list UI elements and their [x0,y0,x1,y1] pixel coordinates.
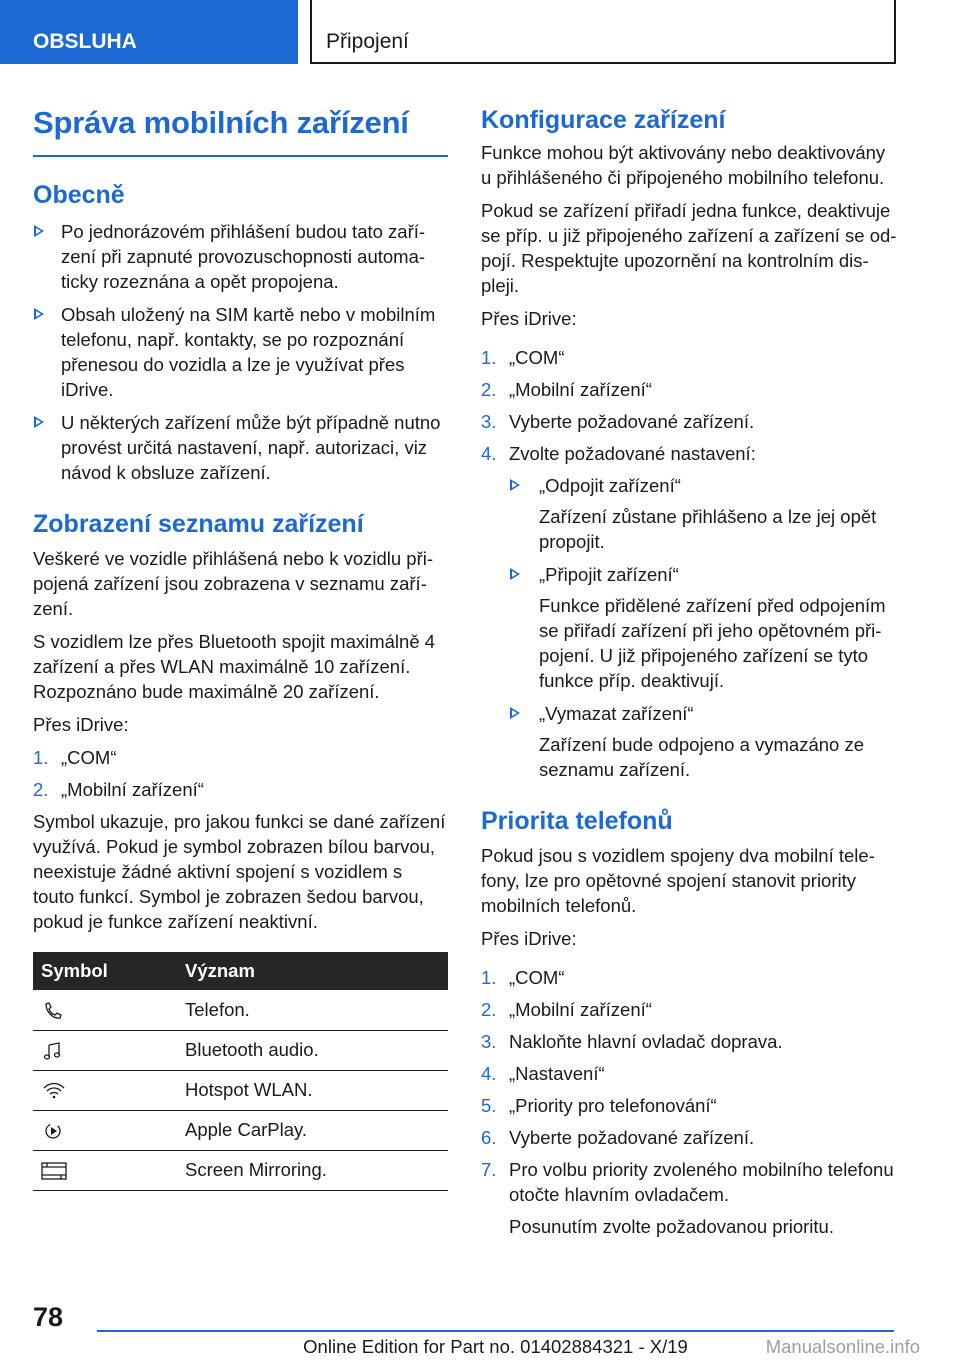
table-row: Bluetooth audio. [33,1030,448,1070]
heading-configuration: Konfigurace zařízení [481,106,726,134]
triangle-bullet-icon [510,568,520,580]
list-item: Po jednorázovém přihlášení budou tato zařízení při zapnuté provozuschopnosti automaticky rozeznána a opět propojena. [33,219,448,294]
triangle-bullet-icon [34,308,44,320]
list-item: 5. „Priority pro telefonování“ [481,1095,717,1116]
general-bullets [33,219,448,485]
list-item: 2. „Mobilní zařízení“ [33,779,204,800]
chapter-tab: OBSLUHA [0,0,298,64]
footer-edition: Online Edition for Part no. 01402884321 - X/19 [303,1336,688,1357]
triangle-bullet-icon [34,225,44,237]
list-item: „Vymazat zařízení“ Zařízení bude odpojeno a vymazáno ze seznamu zařízení. [509,701,897,782]
list-item: 1. „COM“ [481,347,565,368]
paragraph: Pokud jsou s vozidlem spojeny dva mobilní telefony, lze pro opětovné spojení stanovit priority mobilních telefonů. [481,845,875,916]
heading-general: Obecně [33,181,125,209]
list-item: 3. Vyberte požadované zařízení. [481,411,755,432]
list-item: U některých zařízení může být případně nutno provést určitá nastavení, např. autorizaci, viz návod k obsluze zařízení. [33,410,448,485]
triangle-bullet-icon [34,416,44,428]
heading-device-list: Zobrazení seznamu zařízení [33,510,364,538]
footer-divider [97,1330,894,1332]
paragraph: Přes iDrive: [33,714,129,735]
page-title: Správa mobilních zařízení [33,96,448,157]
screen-mirroring-icon [41,1161,67,1181]
list-item: 1. „COM“ [33,747,117,768]
steps-list [481,345,897,782]
options-list [509,473,897,782]
carplay-icon [41,1121,67,1141]
list-item: 1. „COM“ [481,967,565,988]
table-row: Screen Mirroring. [33,1150,448,1190]
wifi-icon [41,1081,67,1101]
list-item: Obsah uložený na SIM kartě nebo v mobilním telefonu, např. kontakty, se po rozpoznání přenesou do vozidla a lze je využívat přes iDrive. [33,302,448,402]
paragraph: Symbol ukazuje, pro jakou funkci se dané zařízení využívá. Pokud je symbol zobrazen bílou barvou, neexistuje žádné aktivní spojení s vozidlem s touto funkcí. Symbol je zobrazen šedou barvou, pokud je funkce zařízení neaktivní. [33,811,446,932]
left-column [33,96,448,1191]
paragraph: Funkce mohou být aktivovány nebo deaktivovány u přihlášeného či připojeného mobilního telefonu. [481,142,886,188]
list-item: 2. „Mobilní zařízení“ [481,379,652,400]
table-row: Apple CarPlay. [33,1110,448,1150]
steps-list [481,965,897,1239]
list-item: 6. Vyberte požadované zařízení. [481,1127,755,1148]
table-header-symbol: Symbol [33,952,177,990]
right-column [481,96,897,1246]
paragraph: Veškeré ve vozidle přihlášená nebo k vozidlu připojená zařízení jsou zobrazena v seznamu zařízení. [33,548,434,619]
phone-icon [41,1001,67,1021]
paragraph: Přes iDrive: [481,308,577,329]
heading-phone-priority: Priorita telefonů [481,807,673,835]
table-row: Telefon. [33,990,448,1030]
list-item: „Připojit zařízení“ Funkce přidělené zařízení před odpojením se přiřadí zařízení při jeho opětovném připojení. U již připojeného zařízení se tyto funkce příp. deaktivují. [509,562,897,693]
symbol-table [33,952,448,1191]
watermark: Manualsonline.info [765,1336,920,1357]
music-note-icon [41,1041,67,1061]
table-row: Hotspot WLAN. [33,1070,448,1110]
list-item: 4. „Nastavení“ [481,1063,605,1084]
list-item: 7. Pro volbu priority zvoleného mobilního telefonu otočte hlavním ovladačem. Posunutím zvolte požadovanou prioritu. [481,1159,894,1237]
triangle-bullet-icon [510,707,520,719]
paragraph: Přes iDrive: [481,928,577,949]
page-number: 78 [33,1302,64,1332]
list-item: 3. Nakloňte hlavní ovladač doprava. [481,1031,783,1052]
paragraph: S vozidlem lze přes Bluetooth spojit maximálně 4 zařízení a přes WLAN maximálně 10 zařízení. Rozpoznáno bude maximálně 20 zařízení. [33,631,436,702]
steps-list [33,745,448,802]
section-title: Připojení [310,0,896,64]
table-header-meaning: Význam [177,952,448,990]
list-item: „Odpojit zařízení“ Zařízení zůstane přihlášeno a lze jej opět propojit. [509,473,897,554]
list-item: 4. Zvolte požadované nastavení: „Odpojit zařízení“ Zařízení zůstane přihlášeno a lze jej opět propojit. „Připojit zařízení“ Funkce přidělené zařízení před odpojením se přiřadí zařízení při jeho opětovném připojení. U již připojeného zařízení se tyto funkce příp. deaktivují. „Vymazat zařízení“ Zařízení bude odpojeno a vymazáno ze seznamu zařízení. [481,441,897,782]
list-item: 2. „Mobilní zařízení“ [481,999,652,1020]
paragraph: Pokud se zařízení přiřadí jedna funkce, deaktivuje se příp. u již připojeného zařízení a zařízení se odpojí. Respektujte upozornění na kontrolním displeji. [481,200,897,296]
triangle-bullet-icon [510,479,520,491]
